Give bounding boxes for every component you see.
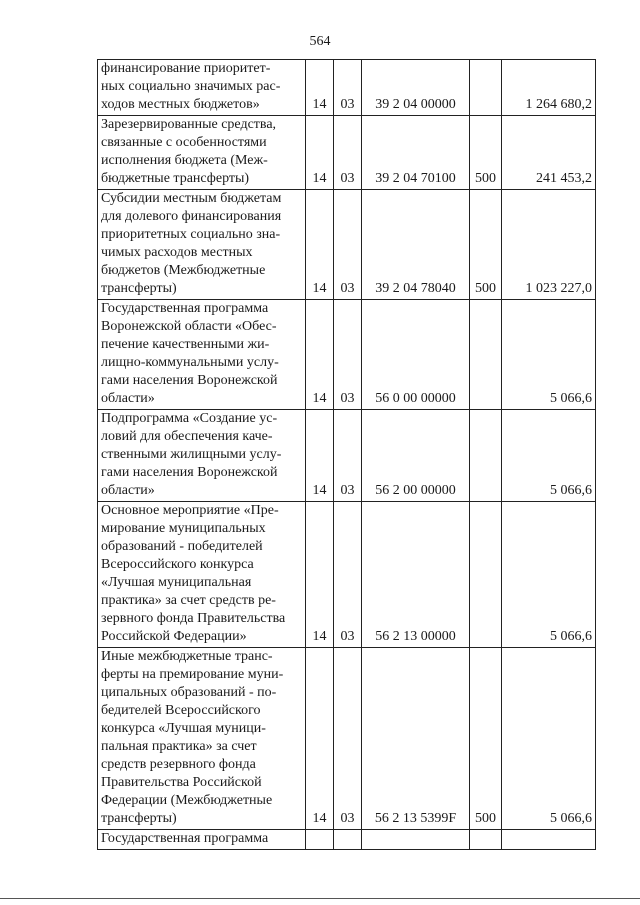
budget-table: [97, 59, 596, 850]
section-code: 14: [306, 410, 334, 502]
empty-cell: [362, 830, 470, 850]
row-description: Зарезервированные средства, связанные с особенностями исполнения бюджета (Меж- бюджетные трансферты): [98, 116, 306, 190]
table-row: [98, 116, 596, 190]
amount: 5 066,6: [502, 502, 596, 648]
row-description: Субсидии местным бюджетам для долевого финансирования приоритетных социально зна- чимых расходов местных бюджетов (Межбюджетные трансферты): [98, 190, 306, 300]
subsection-code: 03: [334, 190, 362, 300]
expense-type-code: [470, 502, 502, 648]
table-row: [98, 410, 596, 502]
table-row: [98, 300, 596, 410]
expense-type-code: [470, 300, 502, 410]
section-code: 14: [306, 648, 334, 830]
expense-type-code: 500: [470, 648, 502, 830]
empty-cell: [502, 830, 596, 850]
amount: 5 066,6: [502, 300, 596, 410]
amount: 5 066,6: [502, 410, 596, 502]
target-article-code: 56 0 00 00000: [362, 300, 470, 410]
row-description: Иные межбюджетные транс- ферты на премирование муни- ципальных образований - по- бедителей Всероссийского конкурса «Лучшая муници- пальная практика» за счет средств резервного фонда Правительства Российской Федерации (Межбюджетные трансферты): [98, 648, 306, 830]
expense-type-code: [470, 60, 502, 116]
amount: 1 264 680,2: [502, 60, 596, 116]
table-row: [98, 190, 596, 300]
expense-type-code: [470, 410, 502, 502]
page-number: 564: [309, 34, 331, 49]
target-article-code: 56 2 13 00000: [362, 502, 470, 648]
target-article-code: 39 2 04 00000: [362, 60, 470, 116]
row-description: Основное мероприятие «Пре- мирование муниципальных образований - победителей Всероссийского конкурса «Лучшая муниципальная практика» за счет средств ре- зервного фонда Правительства Российской Федерации»: [98, 502, 306, 648]
row-description: Государственная программа Воронежской области «Обес- печение качественными жи- лищно-коммунальными услу- гами населения Воронежской области»: [98, 300, 306, 410]
subsection-code: 03: [334, 116, 362, 190]
subsection-code: 03: [334, 300, 362, 410]
row-description: финансирование приоритет- ных социально значимых рас- ходов местных бюджетов»: [98, 60, 306, 116]
table-row-partial: [98, 830, 596, 850]
section-code: 14: [306, 60, 334, 116]
row-description: Подпрограмма «Создание ус- ловий для обеспечения каче- ственными жилищными услу- гами населения Воронежской области»: [98, 410, 306, 502]
page-bottom-edge: [0, 898, 640, 899]
empty-cell: [334, 830, 362, 850]
table-row: [98, 60, 596, 116]
row-description: Государственная программа: [98, 830, 306, 850]
target-article-code: 56 2 13 5399F: [362, 648, 470, 830]
empty-cell: [470, 830, 502, 850]
target-article-code: 39 2 04 78040: [362, 190, 470, 300]
amount: 5 066,6: [502, 648, 596, 830]
empty-cell: [306, 830, 334, 850]
amount: 241 453,2: [502, 116, 596, 190]
section-code: 14: [306, 502, 334, 648]
expense-type-code: 500: [470, 116, 502, 190]
subsection-code: 03: [334, 502, 362, 648]
table-row: [98, 502, 596, 648]
target-article-code: 39 2 04 70100: [362, 116, 470, 190]
target-article-code: 56 2 00 00000: [362, 410, 470, 502]
section-code: 14: [306, 300, 334, 410]
table-row: [98, 648, 596, 830]
expense-type-code: 500: [470, 190, 502, 300]
amount: 1 023 227,0: [502, 190, 596, 300]
section-code: 14: [306, 116, 334, 190]
subsection-code: 03: [334, 648, 362, 830]
section-code: 14: [306, 190, 334, 300]
subsection-code: 03: [334, 60, 362, 116]
subsection-code: 03: [334, 410, 362, 502]
